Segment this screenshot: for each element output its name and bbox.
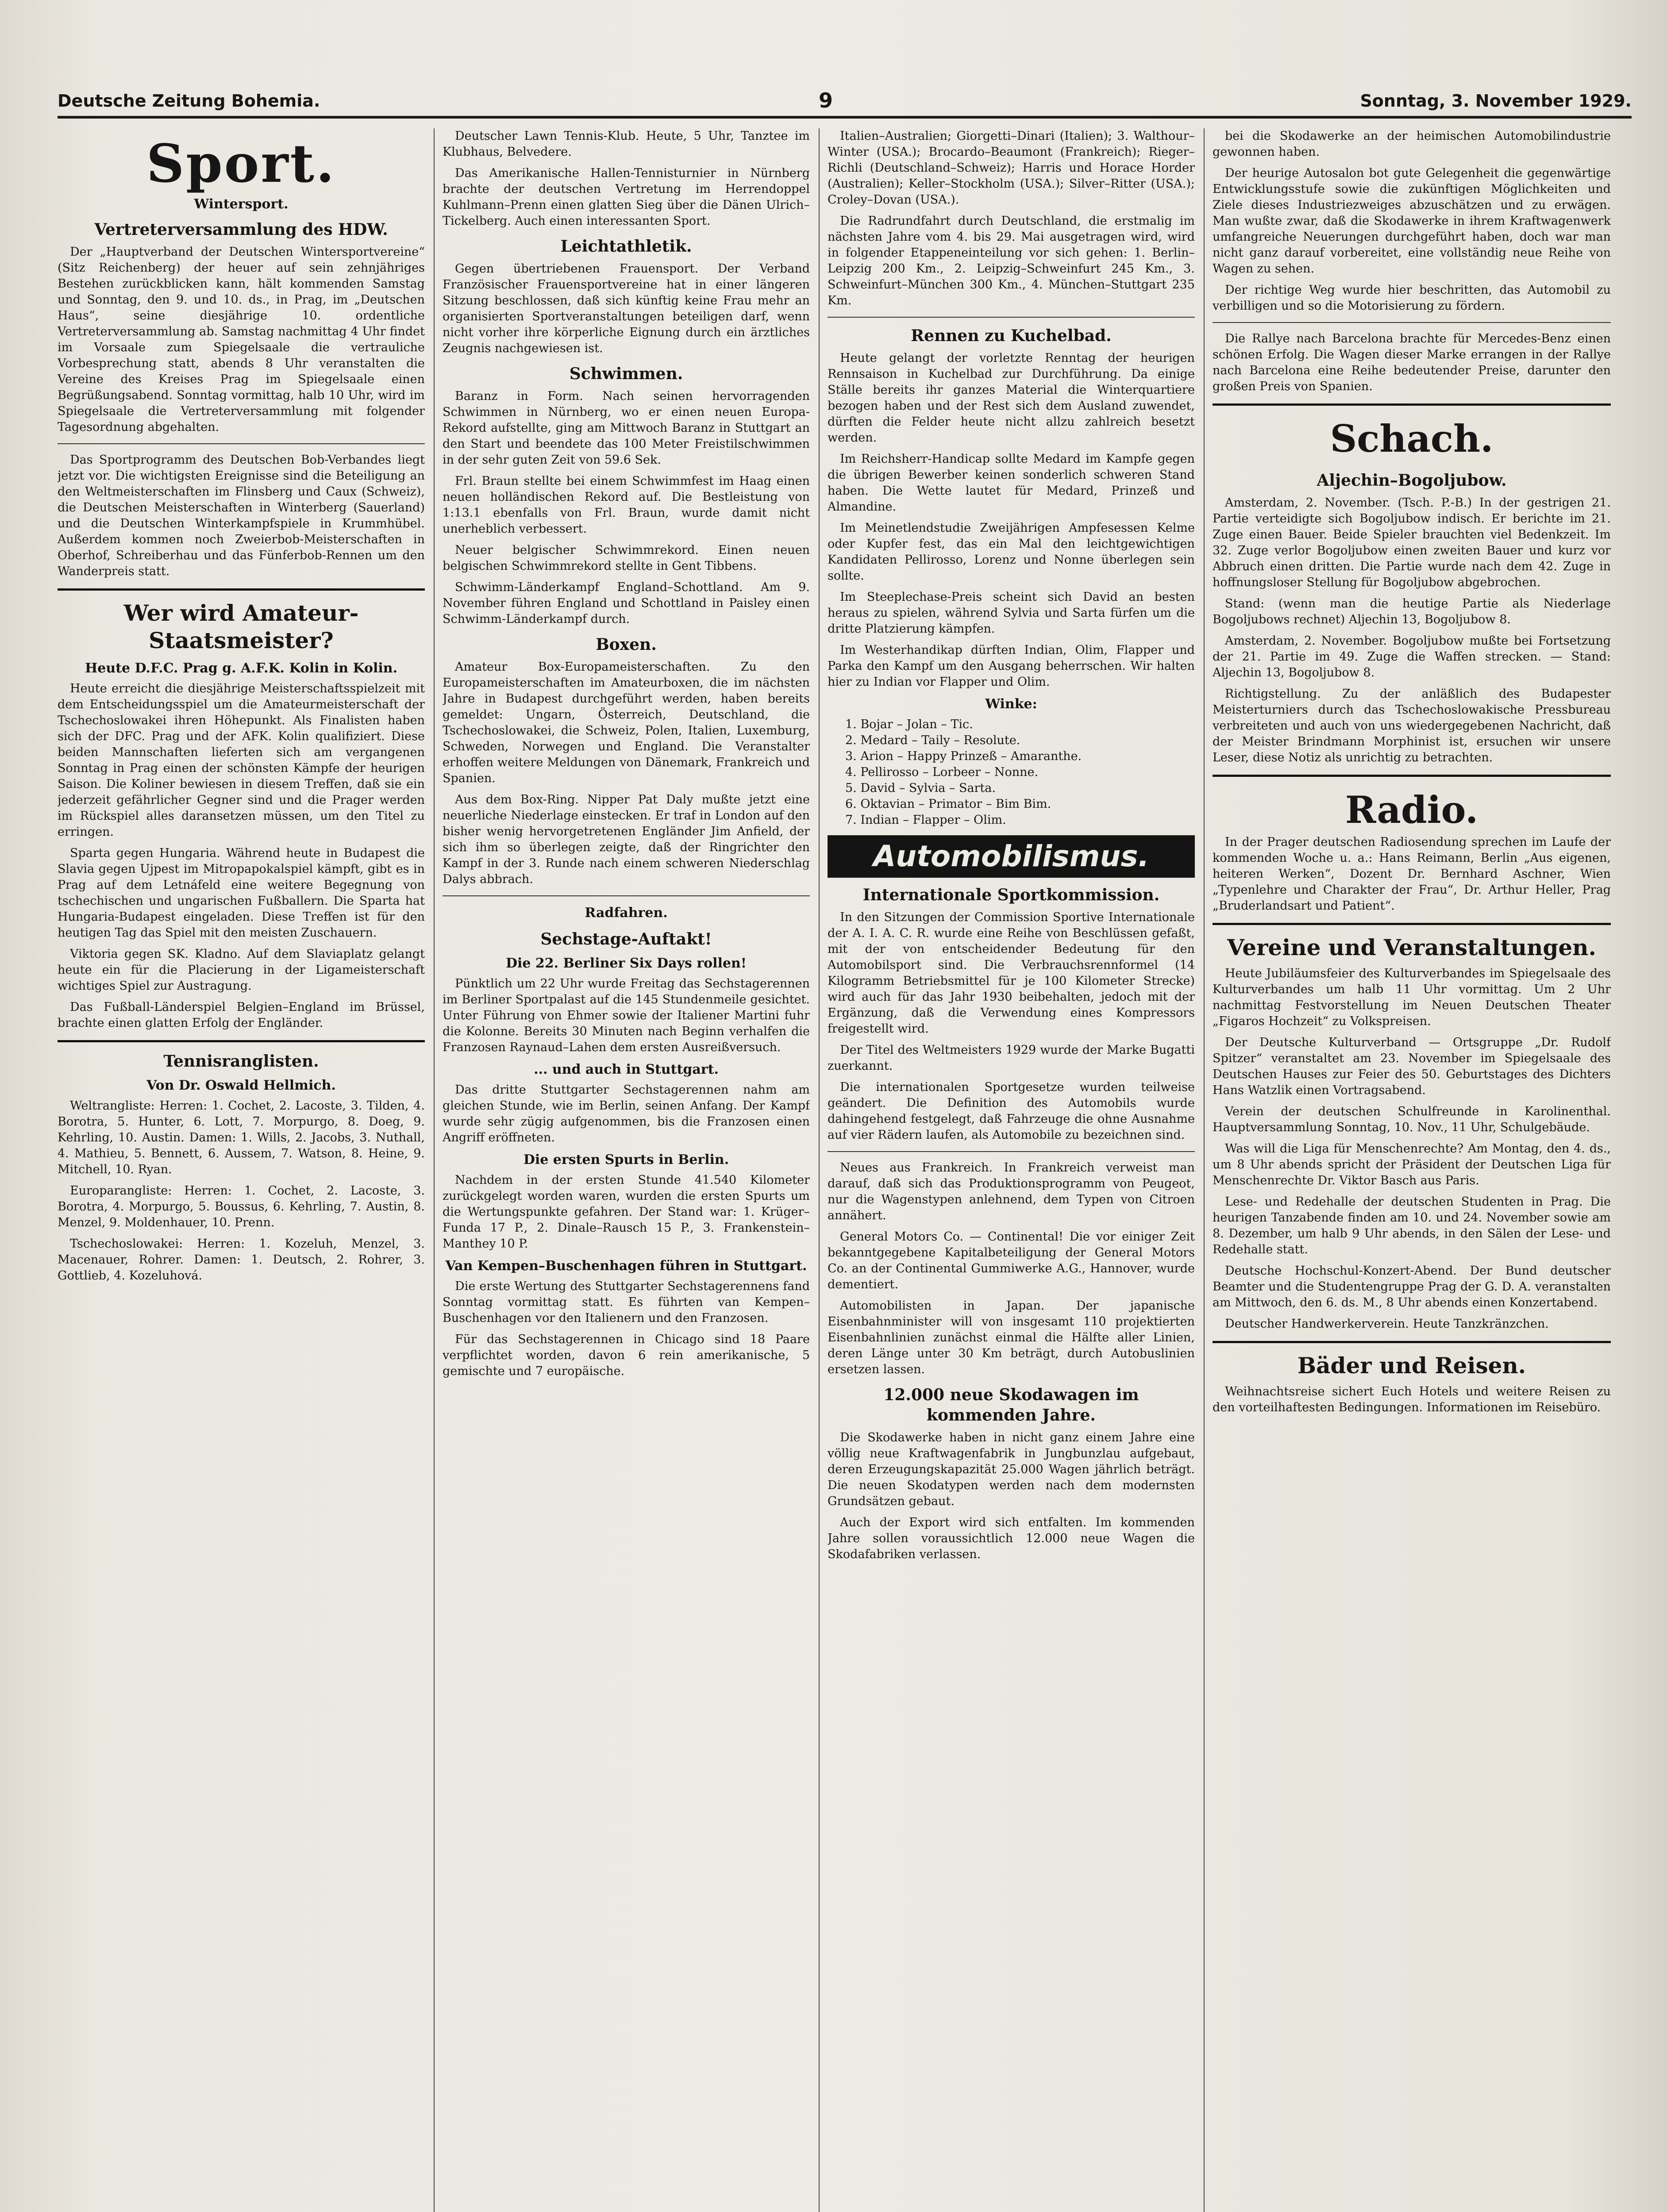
article-paragraph: Für das Sechstagerennen in Chicago sind 18 Paare verpflichtet worden, davon 6 rein amerikanische, 5 gemischte und 7 europäische. — [443, 1333, 810, 1378]
article-paragraph: Im Meinetlendstudie Zweijährigen Ampfesessen Kelme oder Kupfer fest, das ein Mal den leichtgewichtigen Kandidaten Pellirosso, Lorenz und Nonne überlegen sein sollte. — [828, 521, 1195, 583]
racing-tips-list — [828, 717, 1195, 828]
article-paragraph: Aus dem Box-Ring. Nipper Pat Daly mußte jetzt eine neuerliche Niederlage einstecken. Er traf in London auf den bisher wenig hervorgetretenen Engländer Jim Anfield, der sich ihm so überlegen zeigte, daß der Ringrichter den Kampf in der 3. Runde nach einem schweren Niederschlag Dalys abbrach. — [443, 793, 810, 886]
list-item: 1. Bojar – Jolan – Tic. — [845, 718, 973, 731]
divider — [828, 1151, 1195, 1152]
article-paragraph: Heute Jubiläumsfeier des Kulturverbandes im Spiegelsaale des Kulturverbandes um halb 11 Uhr vormittag. Um 2 Uhr nachmittag Festvorstellung im Neuen Deutschen Theater „Figaros Hochzeit“ zu Volkspreisen. — [1213, 967, 1611, 1028]
article-paragraph: Gegen übertriebenen Frauensport. Der Verband Französischer Frauensportvereine hat in einer längeren Sitzung beschlossen, daß sich künftig keine Frau mehr an organisierten Sportveranstaltungen beteiligen darf, wenn nicht vorher ihre körperliche Eignung durch ein ärztliches Zeugnis nachgewiesen ist. — [443, 262, 810, 355]
article-paragraph: Weltrangliste: Herren: 1. Cochet, 2. Lacoste, 3. Tilden, 4. Borotra, 5. Hunter, 6. Lott, 7. Morpurgo, 8. Doeg, 9. Kehrling, 10. Austin. Damen: 1. Wills, 2. Jacobs, 3. Nuthall, 4. Mathieu, 5. Bennett, 6. Aussem, 7. Watson, 8. Heine, 9. Mitchell, 10. Ryan. — [58, 1099, 425, 1176]
article-paragraph: Die Rallye nach Barcelona brachte für Mercedes-Benz einen schönen Erfolg. Die Wagen dieser Marke errangen in der Rallye nach Barcelona eine Reihe bedeutender Preise, darunter den großen Preis von Spanien. — [1213, 332, 1611, 393]
article-paragraph: Das Sportprogramm des Deutschen Bob-Verbandes liegt jetzt vor. Die wichtigsten Ereignisse sind die Beteiligung an den Weltmeisterschaften im Flinsberg und Caux (Schweiz), die Deutschen Meisterschaften in Winterberg (Sauerland) und die Deutschen Winterkampfspiele in Krummhübel. Außerdem kommen noch Zweierbob-Meisterschaften in Oberhof, Schreiberhau und das Fünferbob-Rennen um den Wanderpreis statt. — [58, 453, 425, 578]
article-paragraph: Der heurige Autosalon bot gute Gelegenheit die gegenwärtige Entwicklungsstufe sowie die zukünftigen Möglichkeiten und Ziele dieses Industriezweiges abzuschätzen und zu erwägen. Man wußte zwar, daß die Skodawerke in ihrem Kraftwagenwerk umfangreiche Neuerungen durchgeführt haben, doch war man nicht ganz darauf vorbereitet, eine vollständig neue Reihe von Wagen zu sehen. — [1213, 166, 1611, 276]
article-paragraph: Heute erreicht die diesjährige Meisterschaftsspielzeit mit dem Entscheidungsspiel um die Amateurmeisterschaft der Tschechoslowakei ihren Höhepunkt. Als Finalisten haben sich der DFC. Prag und der AFK. Kolin qualifiziert. Diese beiden Mannschaften lieferten sich am vergangenen Sonntag in Prag einen der schönsten Kämpfe der heurigen Saison. Die Koliner bewiesen in diesem Treffen, daß sie ein jederzeit gefährlicher Gegner sind und die Prager werden im Rückspiel alles daransetzen müssen, um den Titel zu erringen. — [58, 682, 425, 839]
headline-schwimmen: Schwimmen. — [569, 365, 683, 383]
column-3 — [828, 128, 1195, 2212]
article-paragraph: Richtigstellung. Zu der anläßlich des Budapester Meisterturniers durch das Tschechoslowakische Pressbureau verbreiteten und auch von uns wiedergegebenen Nachricht, daß der Meister Brindmann Morphinist ist, ersuchen wir unsere Leser, diese Notiz als unrichtig zu betrachten. — [1213, 687, 1611, 764]
article-paragraph: Heute gelangt der vorletzte Renntag der heurigen Rennsaison in Kuchelbad zur Durchführung. Da einige Ställe bereits ihr ganzes Material die Winterquartiere bezogen haben und der Rest sich dem Ausland zuwendet, dürften die Felder heute nicht allzu zahlreich besetzt werden. — [828, 351, 1195, 445]
article-paragraph: Im Westerhandikap dürften Indian, Olim, Flapper und Parka den Kampf um den Ausgang beherrschen. Wir halten hier zu Indian vor Flapper und Olim. — [828, 643, 1195, 689]
divider — [1213, 775, 1611, 777]
section-title-radio: Radio. — [1345, 788, 1478, 832]
headline-hdw: Vertreterversammlung des HDW. — [94, 220, 388, 239]
headline-amateur: Wer wird Amateur-Staatsmeister? — [123, 600, 359, 653]
article-paragraph: Sparta gegen Hungaria. Während heute in Budapest die Slavia gegen Ujpest im Mitropapokalspiel kämpft, gibt es in Prag auf dem Letnáfeld eine weitere Begegnung von tschechischen und ungarischen Fußballern. Die Sparta hat Hungaria-Budapest eingeladen. Diese Treffen ist für den heutigen Tag das Spiel mit den meisten Zuschauern. — [58, 846, 425, 940]
divider — [1213, 923, 1611, 925]
page-number: 9 — [819, 88, 833, 112]
article-paragraph: Neues aus Frankreich. In Frankreich verweist man darauf, daß sich das Produktionsprogramm von Peugeot, nur die Wagenstypen anlehnend, dem Typen von Citroen annähert. — [828, 1161, 1195, 1222]
article-paragraph: Das Amerikanische Hallen-Tennisturnier in Nürnberg brachte der deutschen Vertretung im Herrendoppel Kuhlmann–Prenn einen glatten Sieg über die Dänen Ulrich–Tickelberg. Auch einen interessanten Sport. — [443, 166, 810, 228]
article-paragraph: Stand: (wenn man die heutige Partie als Niederlage Bogoljubows rechnet) Aljechin 13, Bogoljubow 8. — [1213, 597, 1611, 626]
subheadline: ... und auch in Stuttgart. — [534, 1062, 719, 1077]
header-date: Sonntag, 3. November 1929. — [1360, 91, 1632, 111]
section-subtitle: Wintersport. — [194, 196, 289, 212]
article-paragraph: Baranz in Form. Nach seinen hervorragenden Schwimmen in Nürnberg, wo er einen neuen Europa-Rekord aufstellte, ging am Mittwoch Baranz in Stuttgart an den Start und beendete das 100 Meter Freistilschwimmen in der sehr guten Zeit von 59.6 Sek. — [443, 389, 810, 467]
list-item: 3. Arion – Happy Prinzeß – Amaranthe. — [845, 749, 1082, 763]
headline-skodawagen: 12.000 neue Skodawagen im kommenden Jahre. — [883, 1386, 1139, 1425]
article-paragraph: Verein der deutschen Schulfreunde in Karolinenthal. Hauptversammlung Sonntag, 10. Nov., 11 Uhr, Schulgebäude. — [1213, 1105, 1611, 1134]
article-paragraph: Die internationalen Sportgesetze wurden teilweise geändert. Die Definition des Automobils wurde dahingehend festgelegt, daß Fahrzeuge die ohne Ausnahme auf vier Rädern laufen, als Automobile zu bezeichnen sind. — [828, 1080, 1195, 1142]
article-paragraph: Deutscher Lawn Tennis-Klub. Heute, 5 Uhr, Tanztee im Klubhaus, Belvedere. — [443, 129, 810, 159]
article-paragraph: Amsterdam, 2. November. (Tsch. P.-B.) In der gestrigen 21. Partie verteidigte sich Bogoljubow indisch. Er berichte im 21. Zuge einen Bauer. Beide Spieler brauchten viel Bedenkzeit. Im 32. Zuge verlor Bogoljubow einen zweiten Bauer und kurz vor Abbruch einen dritten. Die Partie wurde nach dem 42. Zuge in hoffnungsloser Stellung für Bogoljubow abgebrochen. — [1213, 496, 1611, 589]
article-paragraph: Was will die Liga für Menschenrechte? Am Montag, den 4. ds., um 8 Uhr abends spricht der Präsident der Deutschen Liga für Menschenrechte Dr. Viktor Basch aus Paris. — [1213, 1142, 1611, 1187]
article-paragraph: General Motors Co. — Continental! Die vor einiger Zeit bekanntgegebene Kapitalbeteiligung der General Motors Co. an der Continental Gummiwerke A.G., Hannover, wurde dementiert. — [828, 1230, 1195, 1291]
column-divider — [434, 128, 435, 2212]
list-item: 2. Medard – Taily – Resolute. — [845, 733, 1020, 747]
headline-boxen: Boxen. — [596, 635, 657, 654]
article-paragraph: Amsterdam, 2. November. Bogoljubow mußte bei Fortsetzung der 21. Partie im 49. Zuge die Waffen strecken. — Stand: Aljechin 13, Bogoljubow 8. — [1213, 634, 1611, 680]
subheadline: Heute D.F.C. Prag g. A.F.K. Kolin in Kolin. — [85, 661, 398, 676]
column-2 — [443, 128, 810, 2212]
article-paragraph: Das dritte Stuttgarter Sechstagerennen nahm am gleichen Stunde, wie im Berlin, seinen Anfang. Der Kampf wurde sehr zügig aufgenommen, bis die Franzosen einen Angriff eröffneten. — [443, 1083, 810, 1144]
section-title-sport: Sport. — [146, 133, 336, 194]
divider — [1213, 1341, 1611, 1343]
article-paragraph: Im Steeplechase-Preis scheint sich David an besten heraus zu spielen, während Sylvia und Sarta fürfen um die dritte Platzierung kämpfen. — [828, 590, 1195, 636]
headline-aljechin: Aljechin–Bogoljubow. — [1317, 471, 1507, 490]
article-paragraph: In den Sitzungen der Commission Sportive Internationale der A. I. A. C. R. wurde eine Reihe von Beschlüssen gefaßt, mit der von entscheidender Bedeutung für den Automobilsport sind. Die Verbrauchsrennformel (14 Kilogramm Betriebsmittel für je 100 Kilometer Strecke) wird auch für das Jahr 1930 beibehalten, jedoch mit der Ergänzung, daß die Verwendung eines Kompressors freigestellt wird. — [828, 910, 1195, 1036]
list-item: 6. Oktavian – Primator – Bim Bim. — [845, 797, 1051, 811]
article-paragraph: Nachdem in der ersten Stunde 41.540 Kilometer zurückgelegt worden waren, wurden die ersten Spurts um die Wertungspunkte gefahren. Der Stand war: 1. Krüger–Funda 17 P., 2. Dinale–Rausch 15 P., 3. Frankenstein–Manthey 10 P. — [443, 1173, 810, 1251]
headline-sechstage: Sechstage-Auftakt! — [540, 930, 712, 949]
headline-leichtathletik: Leichtathletik. — [560, 237, 692, 256]
subheadline: Die 22. Berliner Six Days rollen! — [505, 956, 747, 971]
article-paragraph: Amateur Box-Europameisterschaften. Zu den Europameisterschaften im Amateurboxen, die im nächsten Jahre in Budapest durchgeführt werden, haben bereits gemeldet: Ungarn, Österreich, Deutschland, die Tschechoslowakei, die Schweiz, Polen, Italien, Luxemburg, Schweden, Norwegen und England. Die Veranstalter erhoffen weitere Meldungen von Dänemark, Frankreich und Spanien. — [443, 660, 810, 785]
headline-radfahren: Radfahren. — [585, 905, 668, 921]
article-paragraph: Im Reichsherr-Handicap sollte Medard im Kampfe gegen die übrigen Bewerber keinen sonderlich schweren Stand haben. Die Wette lautet für Medard, Prinzeß und Almandine. — [828, 452, 1195, 514]
article-paragraph: Der Titel des Weltmeisters 1929 wurde der Marke Bugatti zuerkannt. — [828, 1043, 1195, 1073]
section-title-vereine: Vereine und Veranstaltungen. — [1227, 934, 1596, 960]
article-paragraph: Automobilisten in Japan. Der japanische Eisenbahnminister will von insgesamt 110 projektierten Eisenbahnlinien zunächst einmal die Hälfte aller Linien, deren Länge unter 30 Km beträgt, durch Autobuslinien ersetzen lassen. — [828, 1299, 1195, 1376]
column-divider — [819, 128, 820, 2212]
headline-tennis: Tennisranglisten. — [163, 1052, 319, 1071]
divider — [1213, 403, 1611, 406]
article-paragraph: Viktoria gegen SK. Kladno. Auf dem Slaviaplatz gelangt heute ein für die Placierung in der Ligameisterschaft wichtiges Spiel zur Austragung. — [58, 947, 425, 993]
article-paragraph: Lese- und Redehalle der deutschen Studenten in Prag. Die heurigen Tanzabende finden am 10. und 24. November sowie am 8. Dezember, um halb 9 Uhr abends, in den Sälen der Lese- und Redehalle statt. — [1213, 1195, 1611, 1256]
headline-sportkommission: Internationale Sportkommission. — [862, 886, 1160, 904]
section-title-baeder: Bäder und Reisen. — [1297, 1352, 1526, 1379]
article-paragraph: Schwimm-Länderkampf England–Schottland. Am 9. November führen England und Schottland in Paisley einen Schwimm-Länderkampf durch. — [443, 580, 810, 626]
section-title-automobilismus: Automobilismus. — [828, 835, 1195, 878]
subheadline: Die ersten Spurts in Berlin. — [523, 1152, 729, 1167]
headline-kuchelbad: Rennen zu Kuchelbad. — [911, 326, 1112, 345]
article-paragraph: Deutsche Hochschul-Konzert-Abend. Der Bund deutscher Beamter und die Studentengruppe Prag der G. D. A. veranstalten am Mittwoch, den 6. ds. M., 8 Uhr abends einen Konzertabend. — [1213, 1264, 1611, 1310]
list-item: 7. Indian – Flapper – Olim. — [845, 813, 1006, 827]
column-1 — [58, 128, 425, 2212]
article-paragraph: Deutscher Handwerkerverein. Heute Tanzkränzchen. — [1225, 1317, 1549, 1331]
header-rule — [58, 116, 1632, 119]
section-title-schach: Schach. — [1330, 417, 1494, 461]
article-paragraph: Der „Hauptverband der Deutschen Wintersportvereine“ (Sitz Reichenberg) der heuer auf sein zehnjähriges Bestehen zurückblicken kann, hält kommenden Samstag und Sonntag, den 9. und 10. ds., in Prag, im „Deutschen Haus“, seine diesjährige 10. ordentliche Vertreterversammlung ab. Samstag nachmittag 4 Uhr findet im Vorsaale zum Spiegelsaale die vertrauliche Vorbesprechung statt, abends 8 Uhr veranstalten die Vereine des Kreises Prag im Spiegelsaale einen Begrüßungsabend. Sonntag vormittag, halb 10 Uhr, wird im Spiegelsaale die Vertreterversammlung mit folgender Tagesordnung abgehalten. — [58, 245, 425, 434]
article-paragraph: Der Deutsche Kulturverband — Ortsgruppe „Dr. Rudolf Spitzer“ veranstaltet am 23. November im Spiegelsaale des Deutschen Hauses zur Feier des 50. Geburtstages des Dichters Hans Watzlik einen Vortragsabend. — [1213, 1036, 1611, 1097]
divider — [1213, 322, 1611, 323]
article-paragraph: Tschechoslowakei: Herren: 1. Kozeluh, Menzel, 3. Macenauer, Rohrer. Damen: 1. Deutsch, 2. Rohrer, 3. Gottlieb, 4. Kozeluhová. — [58, 1237, 425, 1283]
article-paragraph: Das Fußball-Länderspiel Belgien–England im Brüssel, brachte einen glatten Erfolg der Engländer. — [58, 1000, 425, 1030]
article-paragraph: Europarangliste: Herren: 1. Cochet, 2. Lacoste, 3. Borotra, 4. Morpurgo, 5. Boussus, 6. Kehrling, 7. Austin, 8. Menzel, 9. Moldenhauer, 10. Prenn. — [58, 1184, 425, 1229]
article-paragraph: In der Prager deutschen Radiosendung sprechen im Laufe der kommenden Woche u. a.: Hans Reimann, Berlin „Aus eigenen, heiteren Werken“, Dozent Dr. Bernhard Aschner, Wien „Typenlehre und Charakter der Frau“, Dr. Arthur Heller, Prag „Bruderlandsart und Patient“. — [1213, 835, 1611, 913]
list-item: 4. Pellirosso – Lorbeer – Nonne. — [845, 765, 1039, 779]
article-paragraph: Italien–Australien; Giorgetti–Dinari (Italien); 3. Walthour–Winter (USA.); Brocardo–Beaumont (Frankreich); Rieger–Richli (Deutschland–Schweiz); Harris und Horace Horder (Australien); Keller–Stockholm (USA.); Silver–Ritter (USA.); Croley–Dovan (USA.). — [828, 129, 1195, 207]
article-paragraph: bei die Skodawerke an der heimischen Automobilindustrie gewonnen haben. — [1213, 129, 1611, 159]
column-divider — [1204, 128, 1205, 2212]
article-paragraph: Auch der Export wird sich entfalten. Im kommenden Jahre sollen voraussichtlich 12.000 neue Wagen die Skodafabriken verlassen. — [828, 1516, 1195, 1561]
article-paragraph: Die erste Wertung des Stuttgarter Sechstagerennens fand Sonntag vormittag statt. Es führten van Kempen–Buschenhagen vor den Italienern und den Franzosen. — [443, 1279, 810, 1325]
article-paragraph: Neuer belgischer Schwimmrekord. Einen neuen belgischen Schwimmrekord stellte in Gent Tibbens. — [443, 543, 810, 573]
byline: Von Dr. Oswald Hellmich. — [146, 1078, 336, 1093]
article-paragraph: Weihnachtsreise sichert Euch Hotels und weitere Reisen zu den vorteilhaftesten Bedingungen. Informationen im Reisebüro. — [1213, 1385, 1611, 1414]
divider — [828, 317, 1195, 318]
divider — [443, 895, 810, 896]
header-left-title: Deutsche Zeitung Bohemia. — [58, 91, 320, 111]
article-paragraph: Der richtige Weg wurde hier beschritten, das Automobil zu verbilligen und so die Motorisierung zu fördern. — [1213, 283, 1611, 313]
article-paragraph: Frl. Braun stellte bei einem Schwimmfest im Haag einen neuen holländischen Rekord auf. Die Bestleistung von 1:13.1 ebenfalls von Frl. Braun, wurde damit nicht unerheblich verbessert. — [443, 474, 810, 536]
list-item: 5. David – Sylvia – Sarta. — [845, 781, 996, 795]
article-paragraph: Pünktlich um 22 Uhr wurde Freitag das Sechstagerennen im Berliner Sportpalast auf die 145 Stundenmeile gesichtet. Unter Führung von Ehmer sowie der Italiener Martini fuhr die Kolonne. Bereits 30 Minuten nach Beginn verhalfen die Franzosen Raynaud–Lahen dem ersten Ausreißversuch. — [443, 977, 810, 1054]
divider — [58, 443, 425, 444]
article-paragraph: Die Skodawerke haben in nicht ganz einem Jahre eine völlig neue Kraftwagenfabrik in Jungbunzlau aufgebaut, deren Erzeugungskapazität 25.000 Wagen jährlich beträgt. Die neuen Skodatypen werden nach dem modernsten Grundsätzen gebaut. — [828, 1431, 1195, 1508]
headline-kempen: Van Kempen–Buschenhagen führen in Stuttgart. — [445, 1258, 807, 1274]
divider — [58, 1040, 425, 1042]
divider — [58, 588, 425, 591]
column-4 — [1213, 128, 1611, 2212]
tips-label: Winke: — [985, 696, 1037, 712]
running-header — [58, 88, 1632, 115]
article-paragraph: Die Radrundfahrt durch Deutschland, die erstmalig im nächsten Jahre vom 4. bis 29. Mai ausgetragen wird, wird in folgender Etappeneinteilung vor sich gehen: 1. Berlin–Leipzig 200 Km., 2. Leipzig–Schweinfurt 245 Km., 3. Schweinfurt–München 300 Km., 4. München–Stuttgart 235 Km. — [828, 214, 1195, 307]
